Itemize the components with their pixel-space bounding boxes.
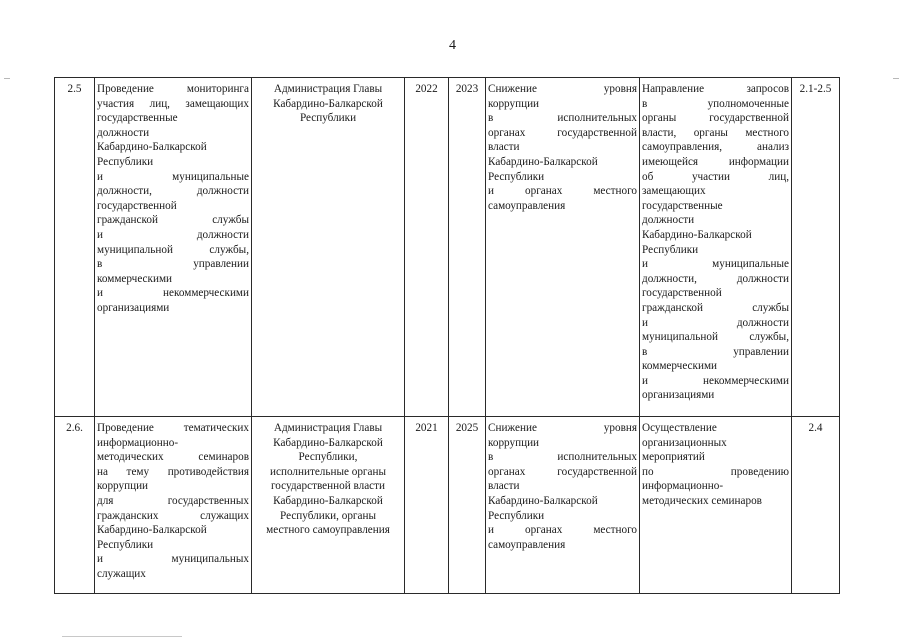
event-text-line: государственные xyxy=(97,112,178,125)
form-text-line: имеющейся информации xyxy=(642,155,789,168)
form-text-line: государственной xyxy=(642,287,722,300)
event-text xyxy=(95,78,252,417)
form-text xyxy=(640,417,792,594)
form-text-line: должности xyxy=(642,214,695,227)
form-text-line: Республики xyxy=(642,243,699,256)
scan-artifact-left xyxy=(4,78,10,79)
form-text-line: муниципальной службы, xyxy=(642,331,789,344)
event-text-line: Проведение тематических xyxy=(97,422,249,434)
event-text-line: должности xyxy=(97,126,150,139)
result-text xyxy=(486,78,640,417)
executor-text-line: исполнительные органы xyxy=(270,465,386,478)
result-text-line: Республики xyxy=(488,509,545,522)
result-text-line: органах государственной xyxy=(488,126,637,139)
form-text-line: государственные xyxy=(642,199,723,212)
form-text-line: методических семинаров xyxy=(642,494,762,507)
event-text-line: Проведение мониторинга xyxy=(97,83,249,95)
event-text-line: информационно- xyxy=(97,436,179,449)
executor-text-line: Администрация Главы xyxy=(273,422,383,434)
year-end: 2023 xyxy=(449,78,486,417)
item-number: 2.5 xyxy=(55,78,95,417)
result-text-line: самоуправления xyxy=(488,199,566,212)
form-text-line: в уполномоченные xyxy=(642,97,789,110)
executor-text xyxy=(252,417,405,594)
event-text-line: организациями xyxy=(97,301,170,314)
event-text-line: государственной xyxy=(97,199,177,212)
form-text-line: должности, должности xyxy=(642,272,789,285)
item-number: 2.6. xyxy=(55,417,95,594)
result-text xyxy=(486,417,640,594)
event-text-line: Кабардино-Балкарской xyxy=(97,524,207,537)
event-text-line: должности, должности xyxy=(97,185,249,198)
event-text-line: коммерческими xyxy=(97,272,173,285)
result-text-line: Кабардино-Балкарской xyxy=(488,494,598,507)
page-number: 4 xyxy=(449,38,456,53)
event-text-line: Кабардино-Балкарской xyxy=(97,141,207,154)
event-text xyxy=(95,417,252,594)
form-text-line: организационных xyxy=(642,436,727,449)
executor-text-line: Республики xyxy=(299,112,357,125)
table-row xyxy=(55,417,840,594)
form-text-line: об участии лиц, xyxy=(642,170,789,183)
result-text-line: Снижение уровня xyxy=(488,83,637,95)
form-text xyxy=(640,78,792,417)
event-text-line: методических семинаров xyxy=(97,451,249,464)
result-text-line: коррупции xyxy=(488,97,540,110)
scan-artifact-right xyxy=(893,78,899,79)
event-text-line: и муниципальные xyxy=(97,170,249,183)
result-text-line: и органах местного xyxy=(488,185,637,198)
form-text-line: коммерческими xyxy=(642,360,718,373)
event-text-line: и должности xyxy=(97,228,249,241)
form-text-line: органы государственной xyxy=(642,112,789,125)
form-text-line: власти, органы местного xyxy=(642,126,789,139)
result-text-line: власти xyxy=(488,141,520,154)
form-text-line: в управлении xyxy=(642,345,789,358)
result-text-line: Снижение уровня xyxy=(488,422,637,434)
form-text-line: Осуществление xyxy=(642,422,717,434)
executor-text-line: Кабардино-Балкарской xyxy=(273,494,383,507)
executor-text-line: Республики, xyxy=(298,451,358,464)
year-start: 2022 xyxy=(405,78,449,417)
form-text-line: Кабардино-Балкарской xyxy=(642,228,752,241)
table-row xyxy=(55,78,840,417)
result-text-line: в исполнительных xyxy=(488,451,637,464)
scan-artifact-bottom xyxy=(62,636,182,637)
result-text-line: самоуправления xyxy=(488,538,566,551)
form-text-line: и должности xyxy=(642,316,789,329)
form-text-line: по проведению xyxy=(642,465,789,478)
year-start: 2021 xyxy=(405,417,449,594)
indicator-ref: 2.4 xyxy=(792,417,840,594)
result-text-line: Республики xyxy=(488,170,545,183)
executor-text-line: Республики, органы xyxy=(280,509,376,522)
form-text-line: гражданской службы xyxy=(642,301,789,314)
event-text-line: для государственных xyxy=(97,494,249,507)
result-text-line: и органах местного xyxy=(488,524,637,537)
event-text-line: и некоммерческими xyxy=(97,287,249,300)
result-text-line: Кабардино-Балкарской xyxy=(488,155,598,168)
form-text-line: самоуправления, анализ xyxy=(642,141,789,154)
form-text-line: замещающих xyxy=(642,185,706,198)
result-text-line: в исполнительных xyxy=(488,112,637,125)
form-text-line: информационно- xyxy=(642,480,724,493)
event-text-line: гражданской службы xyxy=(97,214,249,227)
event-text-line: служащих xyxy=(97,567,146,580)
form-text-line: мероприятий xyxy=(642,451,705,464)
executor-text xyxy=(252,78,405,417)
result-text-line: коррупции xyxy=(488,436,540,449)
form-text-line: и муниципальные xyxy=(642,258,789,271)
form-text-line: Направление запросов xyxy=(642,83,789,95)
event-text-line: и муниципальных xyxy=(97,553,249,566)
executor-text-line: Администрация Главы xyxy=(273,83,383,95)
year-end: 2025 xyxy=(449,417,486,594)
executor-text-line: Кабардино-Балкарской xyxy=(273,436,383,449)
result-text-line: власти xyxy=(488,480,520,493)
indicator-ref: 2.1-2.5 xyxy=(792,78,840,417)
event-text-line: Республики xyxy=(97,155,154,168)
event-text-line: муниципальной службы, xyxy=(97,243,249,256)
event-text-line: коррупции xyxy=(97,480,149,493)
executor-text-line: Кабардино-Балкарской xyxy=(273,97,383,110)
form-text-line: и некоммерческими xyxy=(642,374,789,387)
executor-text-line: местного самоуправления xyxy=(266,524,390,537)
event-text-line: гражданских служащих xyxy=(97,509,249,522)
event-text-line: участия лиц, замещающих xyxy=(97,97,249,110)
event-text-line: Республики xyxy=(97,538,154,551)
anticorruption-plan-table xyxy=(54,77,840,594)
executor-text-line: государственной власти xyxy=(270,480,386,493)
form-text-line: организациями xyxy=(642,389,715,402)
event-text-line: на тему противодействия xyxy=(97,465,249,478)
result-text-line: органах государственной xyxy=(488,465,637,478)
event-text-line: в управлении xyxy=(97,258,249,271)
